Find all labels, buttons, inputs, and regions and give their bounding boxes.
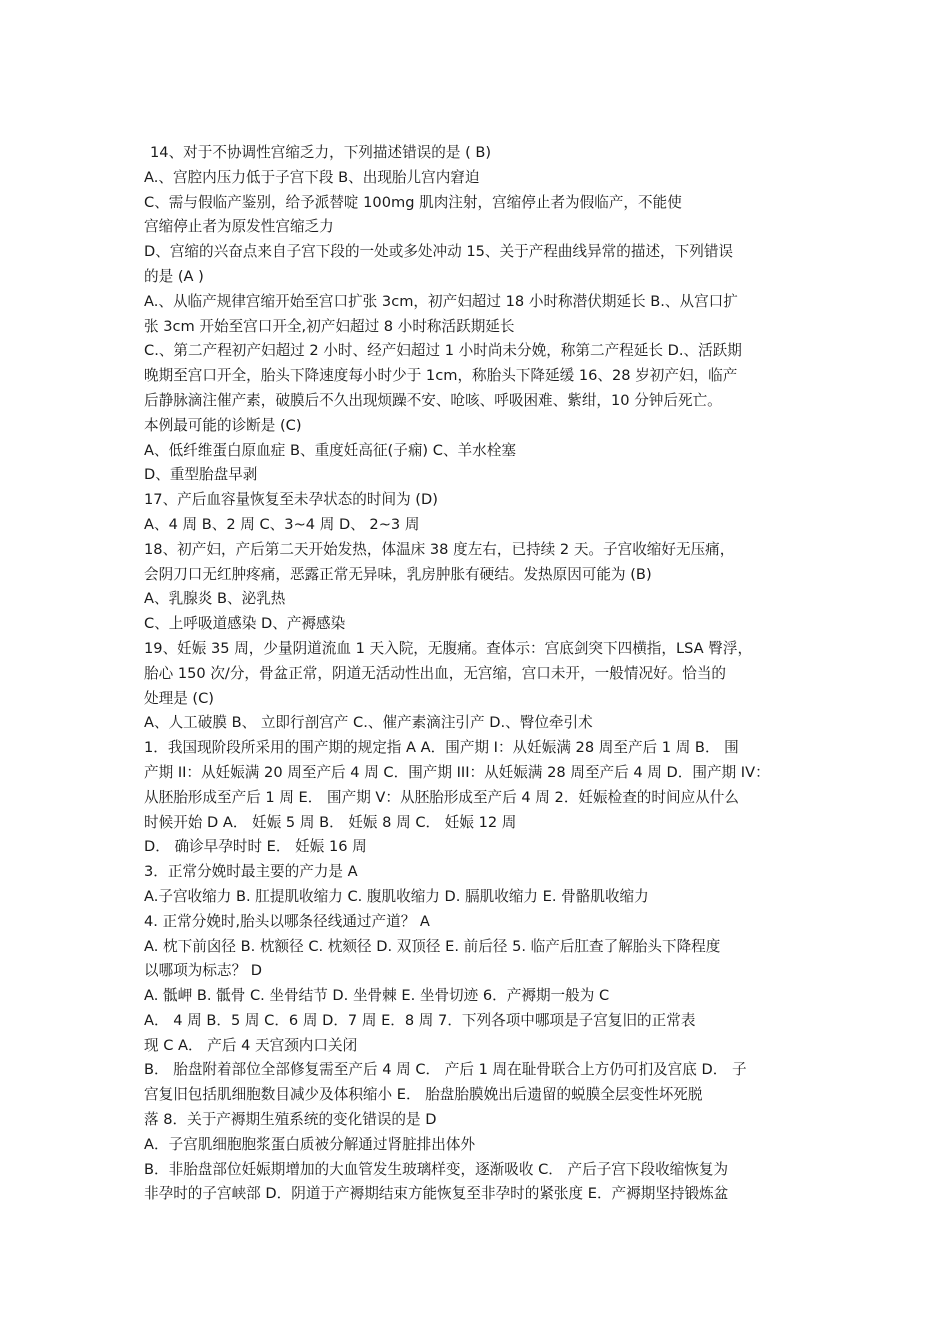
text-line: B． 胎盘附着部位全部修复需至产后 4 周 C． 产后 1 周在耻骨联合上方仍可扪及宫底 D． 子 xyxy=(144,1061,747,1079)
text-line: 宫复旧包括肌细胞数目减少及体积缩小 E． 胎盘胎膜娩出后遗留的蜕膜全层变性坏死脱 xyxy=(144,1086,703,1104)
text-line: 宫缩停止者为原发性宫缩乏力 xyxy=(144,218,334,236)
text-line: A、乳腺炎 B、泌乳热 xyxy=(144,590,286,608)
text-line: 19、妊娠 35 周，少量阴道流血 1 天入院，无腹痛。查体示：宫底剑突下四横指，LSA 臀浮， xyxy=(144,639,753,657)
text-line: 处理是 (C) xyxy=(144,689,214,707)
text-line: 以哪项为标志？ D xyxy=(144,962,263,980)
text-line: 落 8．关于产褥期生殖系统的变化错误的是 D xyxy=(144,1111,437,1129)
text-line: A、人工破膜 B、 立即行剖宫产 C.、催产素滴注引产 D.、臀位牵引术 xyxy=(144,714,593,732)
text-line: C、需与假临产鉴别，给予派替啶 100mg 肌肉注射，宫缩停止者为假临产，不能使 xyxy=(144,193,682,211)
text-line: A．子宫肌细胞胞浆蛋白质被分解通过肾脏排出体外 xyxy=(144,1135,476,1153)
text-line: 产期 II：从妊娠满 20 周至产后 4 周 C．围产期 III：从妊娠满 28 周至产后 4 周 D．围产期 IV： xyxy=(144,763,770,781)
text-line: 本例最可能的诊断是 (C) xyxy=(144,416,302,434)
text-line: A. 枕下前囟径 B. 枕额径 C. 枕颏径 D. 双顶径 E. 前后径 5. 临产后肛查了解胎头下降程度 xyxy=(144,937,721,955)
text-line: 4. 正常分娩时,胎头以哪条径线通过产道？ A xyxy=(144,912,430,930)
text-line: A、低纤维蛋白原血症 B、重度妊高征(子痫) C、羊水栓塞 xyxy=(144,441,516,459)
text-line: D、宫缩的兴奋点来自子宫下段的一处或多处冲动 15、关于产程曲线异常的描述，下列错误 xyxy=(144,243,734,261)
text-line: A、4 周 B、2 周 C、3~4 周 D、 2~3 周 xyxy=(144,515,420,533)
text-line: 现 C A． 产后 4 天宫颈内口关闭 xyxy=(144,1036,358,1054)
text-line: 1．我国现阶段所采用的围产期的规定指 A A．围产期 I：从妊娠满 28 周至产后 1 周 B． 围 xyxy=(144,739,739,757)
text-line: 18、初产妇，产后第二天开始发热，体温床 38 度左右，已持续 2 天。子宫收缩好无压痛， xyxy=(144,540,735,558)
text-line: A.、宫腔内压力低于子宫下段 B、出现胎儿宫内窘迫 xyxy=(144,168,480,186)
text-line: C、上呼吸道感染 D、产褥感染 xyxy=(144,615,346,633)
text-line: 14、对于不协调性宫缩乏力，下列描述错误的是 ( B) xyxy=(150,144,492,161)
text-line: D． 确诊早孕时时 E． 妊娠 16 周 xyxy=(144,838,367,856)
text-line: C.、第二产程初产妇超过 2 小时、经产妇超过 1 小时尚未分娩，称第二产程延长 D.、活跃期 xyxy=(144,342,742,360)
text-line: 后静脉滴注催产素，破膜后不久出现烦躁不安、呛咳、呼吸困难、紫绀，10 分钟后死亡。 xyxy=(144,391,722,409)
text-line: A.子宫收缩力 B. 肛提肌收缩力 C. 腹肌收缩力 D. 膈肌收缩力 E. 骨骼肌收缩力 xyxy=(144,887,649,905)
text-line: 张 3cm 开始至宫口开全,初产妇超过 8 小时称活跃期延长 xyxy=(144,317,515,335)
text-line: A． 4 周 B．5 周 C．6 周 D．7 周 E．8 周 7．下列各项中哪项是子宫复旧的正常表 xyxy=(144,1011,696,1029)
text-line: A.、从临产规律宫缩开始至宫口扩张 3cm，初产妇超过 18 小时称潜伏期延长 B.、从宫口扩 xyxy=(144,292,738,310)
text-line: 会阴刀口无红肿疼痛，恶露正常无异味，乳房肿胀有硬结。发热原因可能为 (B) xyxy=(144,565,652,583)
text-line: 的是 (A ) xyxy=(144,267,204,285)
text-line: A. 骶岬 B. 骶骨 C. 坐骨结节 D. 坐骨棘 E. 坐骨切迹 6．产褥期一般为 C xyxy=(144,987,610,1005)
text-line: D、重型胎盘早剥 xyxy=(144,466,258,484)
text-line: B．非胎盘部位妊娠期增加的大血管发生玻璃样变，逐渐吸收 C． 产后子宫下段收缩恢复为 xyxy=(144,1160,729,1178)
text-line: 3．正常分娩时最主要的产力是 A xyxy=(144,863,358,881)
text-line: 时候开始 D A． 妊娠 5 周 B． 妊娠 8 周 C． 妊娠 12 周 xyxy=(144,813,517,831)
text-line: 17、产后血容量恢复至未孕状态的时间为 (D) xyxy=(144,491,438,509)
text-line: 胎心 150 次/分，骨盆正常，阴道无活动性出血，无宫缩，宫口未开，一般情况好。恰当的 xyxy=(144,664,727,682)
text-line: 从胚胎形成至产后 1 周 E． 围产期 V：从胚胎形成至产后 4 周 2．妊娠检查的时间应从什么 xyxy=(144,788,739,806)
text-line: 晚期至宫口开全，胎头下降速度每小时少于 1cm，称胎头下降延缓 16、28 岁初产妇，临产 xyxy=(144,367,738,385)
document-body xyxy=(144,141,812,1207)
text-line: 非孕时的子宫峡部 D．阴道于产褥期结束方能恢复至非孕时的紧张度 E．产褥期坚持锻炼盆 xyxy=(144,1185,729,1203)
